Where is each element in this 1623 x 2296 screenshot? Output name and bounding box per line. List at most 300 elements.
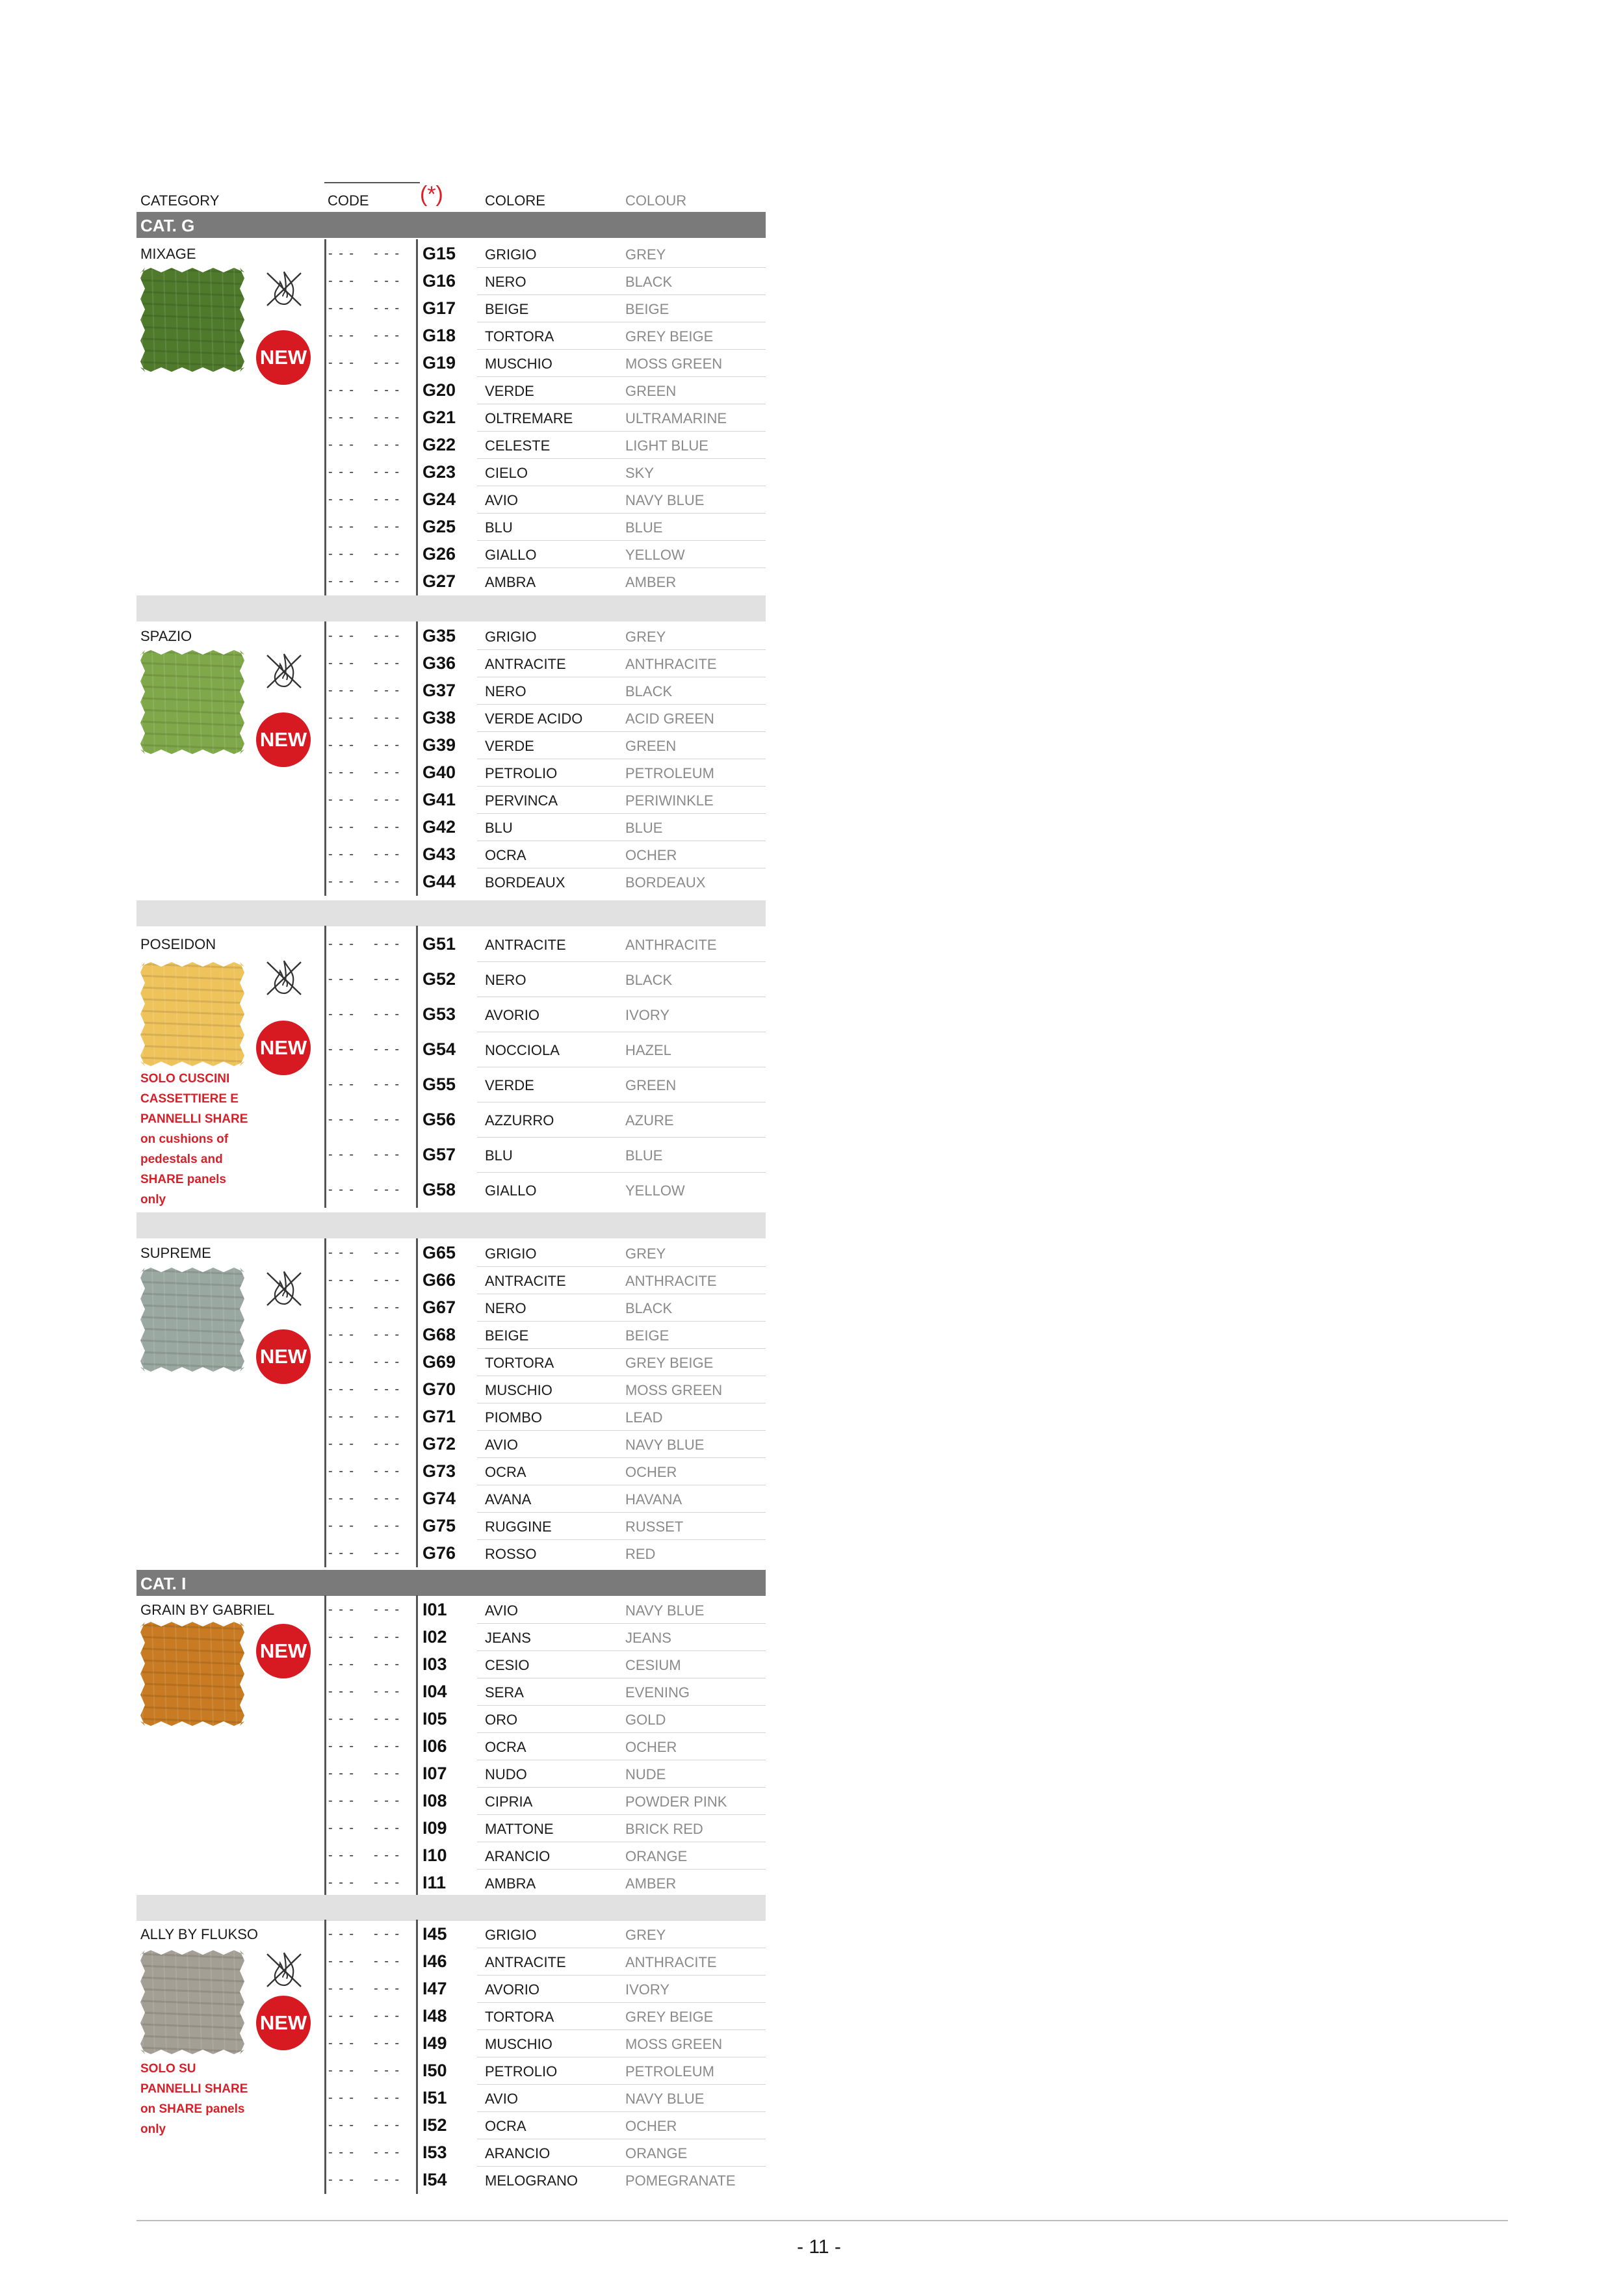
fabric-name: SUPREME [140, 1245, 211, 1261]
dash-placeholder: - - - [328, 492, 356, 506]
color-name-it: BEIGE [485, 1327, 529, 1344]
dash-placeholder: - - - [374, 1147, 401, 1162]
color-code: I09 [422, 1818, 447, 1838]
color-name-it: ANTRACITE [485, 1273, 566, 1289]
color-name-it: BLU [485, 820, 513, 836]
row-divider [477, 1266, 766, 1267]
color-code: G43 [422, 844, 456, 864]
new-badge: NEW [256, 1021, 311, 1075]
color-code: G75 [422, 1516, 456, 1535]
color-name-it: SERA [485, 1684, 524, 1701]
row-divider [477, 2084, 766, 2085]
dash-placeholder: - - - [374, 1739, 401, 1753]
dash-placeholder: - - - [328, 1602, 356, 1617]
dash-placeholder: - - - [328, 1007, 356, 1021]
fabric-swatch [140, 268, 244, 372]
dash-placeholder: - - - [374, 2172, 401, 2187]
color-name-it: ANTRACITE [485, 937, 566, 953]
dash-placeholder: - - - [328, 1112, 356, 1127]
dash-placeholder: - - - [374, 1657, 401, 1671]
dash-placeholder: - - - [328, 410, 356, 424]
color-code: G22 [422, 435, 456, 454]
dash-placeholder: - - - [328, 972, 356, 986]
color-name-it: VERDE [485, 1077, 534, 1093]
note-line: CASSETTIERE E [140, 1092, 239, 1106]
color-code: G67 [422, 1298, 456, 1317]
dash-placeholder: - - - [374, 1954, 401, 1968]
fabric-name: GRAIN BY GABRIEL [140, 1602, 275, 1618]
color-code: G41 [422, 790, 456, 809]
row-divider [477, 1539, 766, 1540]
color-name-it: GRIGIO [485, 629, 537, 645]
color-name-it: AVIO [485, 1437, 518, 1453]
color-code: G39 [422, 735, 456, 755]
dash-placeholder: - - - [374, 410, 401, 424]
color-name-it: JEANS [485, 1630, 531, 1646]
dash-placeholder: - - - [374, 1519, 401, 1533]
note-line: PANNELLI SHARE [140, 2082, 248, 2096]
fabric-name: MIXAGE [140, 246, 196, 262]
dash-placeholder: - - - [374, 1437, 401, 1451]
color-code: G57 [422, 1145, 456, 1164]
dash-placeholder: - - - [374, 465, 401, 479]
dash-placeholder: - - - [374, 792, 401, 807]
color-name-en: AMBER [625, 1875, 677, 1892]
row-divider [477, 1137, 766, 1138]
color-name-en: MOSS GREEN [625, 2036, 723, 2052]
dash-placeholder: - - - [328, 1848, 356, 1862]
dash-placeholder: - - - [374, 2145, 401, 2159]
dash-placeholder: - - - [374, 437, 401, 452]
fabric-name: ALLY BY FLUKSO [140, 1926, 258, 1942]
color-name-it: NERO [485, 274, 526, 290]
color-name-en: NAVY BLUE [625, 492, 705, 508]
color-name-it: AVIO [485, 1602, 518, 1619]
color-name-en: BLACK [625, 683, 673, 699]
color-code: G19 [422, 353, 456, 372]
color-code: G76 [422, 1543, 456, 1563]
color-name-it: AVIO [485, 2091, 518, 2107]
dash-placeholder: - - - [374, 1684, 401, 1699]
color-code: G73 [422, 1461, 456, 1481]
note-line: SHARE panels [140, 1173, 226, 1186]
color-code: G17 [422, 298, 456, 318]
color-name-it: OCRA [485, 1464, 526, 1480]
color-name-en: ANTHRACITE [625, 1954, 717, 1970]
color-name-en: LEAD [625, 1409, 663, 1426]
color-name-it: NOCCIOLA [485, 1042, 560, 1058]
header-colore: COLORE [485, 192, 545, 209]
color-name-it: GIALLO [485, 547, 537, 563]
category-label: CAT. G [140, 216, 195, 235]
dash-placeholder: - - - [328, 1464, 356, 1478]
fabric-usage-note [140, 2059, 257, 2139]
color-name-en: ANTHRACITE [625, 1273, 717, 1289]
color-name-en: NAVY BLUE [625, 2091, 705, 2107]
color-name-it: ARANCIO [485, 1848, 551, 1864]
dash-placeholder: - - - [328, 1355, 356, 1369]
color-name-it: TORTORA [485, 328, 554, 345]
color-name-it: ARANCIO [485, 2145, 551, 2161]
color-name-it: VERDE [485, 383, 534, 399]
color-name-en: GREY BEIGE [625, 328, 714, 345]
color-code: G56 [422, 1110, 456, 1129]
dash-placeholder: - - - [328, 246, 356, 261]
row-divider [477, 813, 766, 814]
color-code: G16 [422, 271, 456, 291]
dash-placeholder: - - - [328, 1409, 356, 1424]
color-name-it: PETROLIO [485, 2063, 558, 2080]
color-code: G74 [422, 1489, 456, 1508]
dash-placeholder: - - - [374, 519, 401, 534]
color-name-it: BORDEAUX [485, 874, 565, 891]
dash-placeholder: - - - [374, 972, 401, 986]
dash-placeholder: - - - [328, 574, 356, 588]
dash-placeholder: - - - [374, 1602, 401, 1617]
dash-placeholder: - - - [374, 1821, 401, 1835]
row-divider [477, 513, 766, 514]
color-name-en: GREY [625, 629, 666, 645]
row-divider [477, 1348, 766, 1349]
fabric-usage-note [140, 1069, 257, 1210]
no-flame-icon [263, 1268, 305, 1309]
dash-placeholder: - - - [328, 1519, 356, 1533]
color-code: G68 [422, 1325, 456, 1344]
dash-placeholder: - - - [374, 2091, 401, 2105]
dash-placeholder: - - - [374, 2063, 401, 2078]
dash-placeholder: - - - [328, 519, 356, 534]
dash-placeholder: - - - [328, 1077, 356, 1091]
dash-placeholder: - - - [374, 492, 401, 506]
color-name-it: NERO [485, 683, 526, 699]
header-colour: COLOUR [625, 192, 687, 209]
dash-placeholder: - - - [328, 1630, 356, 1644]
color-name-it: MUSCHIO [485, 2036, 552, 2052]
color-name-it: TORTORA [485, 2009, 554, 2025]
color-code: I01 [422, 1600, 447, 1619]
color-name-en: POMEGRANATE [625, 2172, 736, 2189]
color-name-en: PETROLEUM [625, 2063, 714, 2080]
dash-placeholder: - - - [374, 683, 401, 698]
row-divider [477, 2002, 766, 2003]
dash-placeholder: - - - [328, 1273, 356, 1287]
dash-placeholder: - - - [374, 656, 401, 670]
no-flame-icon [263, 268, 305, 309]
fabric-name: POSEIDON [140, 936, 216, 952]
new-badge: NEW [256, 712, 311, 767]
dash-placeholder: - - - [374, 1355, 401, 1369]
dash-placeholder: - - - [374, 274, 401, 288]
dash-placeholder: - - - [374, 711, 401, 725]
row-divider [477, 1457, 766, 1458]
color-name-it: GIALLO [485, 1182, 537, 1199]
note-line: pedestals and [140, 1153, 223, 1166]
row-divider [477, 294, 766, 295]
dash-placeholder: - - - [328, 629, 356, 643]
dash-placeholder: - - - [328, 847, 356, 861]
category-bar [136, 1570, 766, 1596]
color-code: G42 [422, 817, 456, 837]
dash-placeholder: - - - [374, 1712, 401, 1726]
dash-placeholder: - - - [374, 574, 401, 588]
color-name-en: OCHER [625, 1464, 677, 1480]
color-name-it: OLTREMARE [485, 410, 573, 426]
dash-placeholder: - - - [328, 1182, 356, 1197]
color-name-en: MOSS GREEN [625, 1382, 723, 1398]
dash-placeholder: - - - [374, 328, 401, 343]
fabric-name: SPAZIO [140, 628, 192, 644]
color-name-en: BRICK RED [625, 1821, 703, 1837]
row-divider [477, 961, 766, 962]
row-divider [477, 2166, 766, 2167]
dash-placeholder: - - - [328, 1147, 356, 1162]
dash-placeholder: - - - [374, 629, 401, 643]
color-code: I54 [422, 2170, 447, 2189]
color-code: G15 [422, 244, 456, 263]
row-divider [477, 2029, 766, 2030]
dash-placeholder: - - - [328, 1327, 356, 1342]
color-name-en: AMBER [625, 574, 677, 590]
new-badge: NEW [256, 1624, 311, 1678]
color-name-it: CIELO [485, 465, 528, 481]
dash-placeholder: - - - [374, 1007, 401, 1021]
color-name-it: NUDO [485, 1766, 527, 1782]
fabric-swatch [140, 1622, 244, 1726]
color-name-en: OCHER [625, 2118, 677, 2134]
color-name-en: NAVY BLUE [625, 1602, 705, 1619]
color-code: I50 [422, 2061, 447, 2080]
color-code: G18 [422, 326, 456, 345]
category-bar [136, 212, 766, 238]
color-name-it: VERDE ACIDO [485, 711, 583, 727]
color-name-en: EVENING [625, 1684, 690, 1701]
fabric-swatch [140, 650, 244, 754]
dash-placeholder: - - - [328, 274, 356, 288]
code-column-left-line [324, 239, 326, 595]
dash-placeholder: - - - [374, 1409, 401, 1424]
dash-placeholder: - - - [374, 1546, 401, 1560]
group-separator [136, 595, 766, 621]
color-name-it: NERO [485, 1300, 526, 1316]
dash-placeholder: - - - [374, 301, 401, 315]
dash-placeholder: - - - [328, 1712, 356, 1726]
dash-placeholder: - - - [328, 2172, 356, 2187]
dash-placeholder: - - - [374, 1927, 401, 1941]
color-name-en: NAVY BLUE [625, 1437, 705, 1453]
dash-placeholder: - - - [328, 2036, 356, 2050]
color-name-en: BLUE [625, 820, 663, 836]
row-divider [477, 567, 766, 568]
dash-placeholder: - - - [328, 1437, 356, 1451]
row-divider [477, 2111, 766, 2112]
color-name-it: AVANA [485, 1491, 532, 1507]
color-name-en: BLACK [625, 274, 673, 290]
new-badge: NEW [256, 330, 311, 385]
code-header-box-top [324, 182, 420, 183]
dash-placeholder: - - - [374, 1848, 401, 1862]
color-name-en: CESIUM [625, 1657, 681, 1673]
color-code: I47 [422, 1979, 447, 1998]
color-name-it: PERVINCA [485, 792, 558, 809]
dash-placeholder: - - - [328, 1246, 356, 1260]
row-divider [477, 1430, 766, 1431]
color-name-en: BLUE [625, 1147, 663, 1164]
code-column-right-line [416, 1238, 418, 1567]
dash-placeholder: - - - [328, 547, 356, 561]
dash-placeholder: - - - [328, 792, 356, 807]
dash-placeholder: - - - [328, 1042, 356, 1056]
note-line: only [140, 2122, 166, 2136]
dash-placeholder: - - - [374, 765, 401, 779]
color-name-en: AZURE [625, 1112, 674, 1128]
color-code: G25 [422, 517, 456, 536]
code-column-left-line [324, 1238, 326, 1567]
color-name-it: GRIGIO [485, 1246, 537, 1262]
dash-placeholder: - - - [328, 465, 356, 479]
color-name-en: OCHER [625, 847, 677, 863]
code-column-right-line [416, 1595, 418, 1897]
color-name-en: POWDER PINK [625, 1794, 727, 1810]
color-name-it: MELOGRANO [485, 2172, 578, 2189]
dash-placeholder: - - - [374, 1327, 401, 1342]
color-name-en: OCHER [625, 1739, 677, 1755]
row-divider [477, 649, 766, 650]
color-name-en: ORANGE [625, 2145, 688, 2161]
row-divider [477, 786, 766, 787]
dash-placeholder: - - - [328, 1546, 356, 1560]
color-name-en: GOLD [625, 1712, 666, 1728]
dash-placeholder: - - - [374, 1382, 401, 1396]
color-name-en: GREY [625, 1927, 666, 1943]
dash-placeholder: - - - [374, 1630, 401, 1644]
color-name-it: OCRA [485, 1739, 526, 1755]
color-code: G26 [422, 544, 456, 564]
code-column-right-line [416, 239, 418, 595]
color-code: G70 [422, 1379, 456, 1399]
code-column-right-line [416, 926, 418, 1208]
note-line: PANNELLI SHARE [140, 1112, 248, 1126]
color-code: I45 [422, 1924, 447, 1944]
color-name-en: ACID GREEN [625, 711, 714, 727]
color-name-en: LIGHT BLUE [625, 437, 708, 454]
color-name-en: ORANGE [625, 1848, 688, 1864]
color-name-it: NERO [485, 972, 526, 988]
dash-placeholder: - - - [328, 1684, 356, 1699]
color-name-en: ULTRAMARINE [625, 410, 727, 426]
dash-placeholder: - - - [328, 937, 356, 951]
color-name-it: PETROLIO [485, 765, 558, 781]
dash-placeholder: - - - [374, 547, 401, 561]
color-name-it: CIPRIA [485, 1794, 533, 1810]
page-number: - 11 - [797, 2236, 841, 2258]
color-code: I10 [422, 1846, 447, 1865]
color-name-en: SKY [625, 465, 655, 481]
color-name-it: AZZURRO [485, 1112, 554, 1128]
color-name-it: GRIGIO [485, 1927, 537, 1943]
dash-placeholder: - - - [328, 1927, 356, 1941]
color-name-it: AMBRA [485, 1875, 536, 1892]
dash-placeholder: - - - [328, 1821, 356, 1835]
row-divider [477, 1172, 766, 1173]
header-category: CATEGORY [140, 192, 220, 209]
color-code: G23 [422, 462, 456, 482]
color-code: I03 [422, 1654, 447, 1674]
dash-placeholder: - - - [328, 2145, 356, 2159]
new-badge: NEW [256, 1996, 311, 2050]
code-column-left-line [324, 1920, 326, 2194]
dash-placeholder: - - - [328, 301, 356, 315]
color-code: G20 [422, 380, 456, 400]
color-code: G66 [422, 1270, 456, 1290]
dash-placeholder: - - - [374, 1766, 401, 1781]
color-name-it: ANTRACITE [485, 1954, 566, 1970]
color-code: G21 [422, 408, 456, 427]
fabric-swatch [140, 962, 244, 1066]
color-name-it: AVORIO [485, 1007, 539, 1023]
dash-placeholder: - - - [374, 1875, 401, 1890]
dash-placeholder: - - - [328, 1739, 356, 1753]
color-name-en: BLACK [625, 1300, 673, 1316]
color-name-en: MOSS GREEN [625, 356, 723, 372]
color-code: G53 [422, 1004, 456, 1024]
no-flame-icon [263, 1949, 305, 1990]
footer-divider [136, 2220, 1508, 2221]
dash-placeholder: - - - [374, 356, 401, 370]
color-code: G54 [422, 1039, 456, 1059]
dash-placeholder: - - - [374, 874, 401, 889]
category-label: CAT. I [140, 1574, 187, 1593]
color-name-en: IVORY [625, 1007, 670, 1023]
dash-placeholder: - - - [328, 437, 356, 452]
color-name-it: MUSCHIO [485, 356, 552, 372]
code-column-left-line [324, 621, 326, 896]
color-code: G35 [422, 626, 456, 646]
color-name-it: ANTRACITE [485, 656, 566, 672]
color-name-en: HAZEL [625, 1042, 671, 1058]
color-code: G51 [422, 934, 456, 954]
color-name-en: JEANS [625, 1630, 671, 1646]
note-line: SOLO SU [140, 2062, 196, 2076]
dash-placeholder: - - - [374, 1077, 401, 1091]
color-name-en: GREY [625, 246, 666, 263]
dash-placeholder: - - - [328, 2091, 356, 2105]
code-column-right-line [416, 1920, 418, 2194]
dash-placeholder: - - - [328, 711, 356, 725]
row-divider [477, 267, 766, 268]
color-name-it: AVORIO [485, 1981, 539, 1998]
color-name-en: GREY BEIGE [625, 1355, 714, 1371]
color-code: I48 [422, 2006, 447, 2026]
color-code: G71 [422, 1407, 456, 1426]
color-name-en: HAVANA [625, 1491, 682, 1507]
color-code: G27 [422, 571, 456, 591]
color-code: G24 [422, 489, 456, 509]
dash-placeholder: - - - [374, 1246, 401, 1260]
color-code: I51 [422, 2088, 447, 2107]
row-divider [477, 458, 766, 459]
dash-placeholder: - - - [374, 1042, 401, 1056]
row-divider [477, 376, 766, 377]
dash-placeholder: - - - [374, 2118, 401, 2132]
color-name-it: VERDE [485, 738, 534, 754]
dash-placeholder: - - - [374, 820, 401, 834]
code-column-left-line [324, 1595, 326, 1897]
dash-placeholder: - - - [374, 1464, 401, 1478]
row-divider [477, 540, 766, 541]
dash-placeholder: - - - [328, 1954, 356, 1968]
header-asterisk: (*) [420, 182, 443, 207]
color-name-en: GREEN [625, 1077, 677, 1093]
